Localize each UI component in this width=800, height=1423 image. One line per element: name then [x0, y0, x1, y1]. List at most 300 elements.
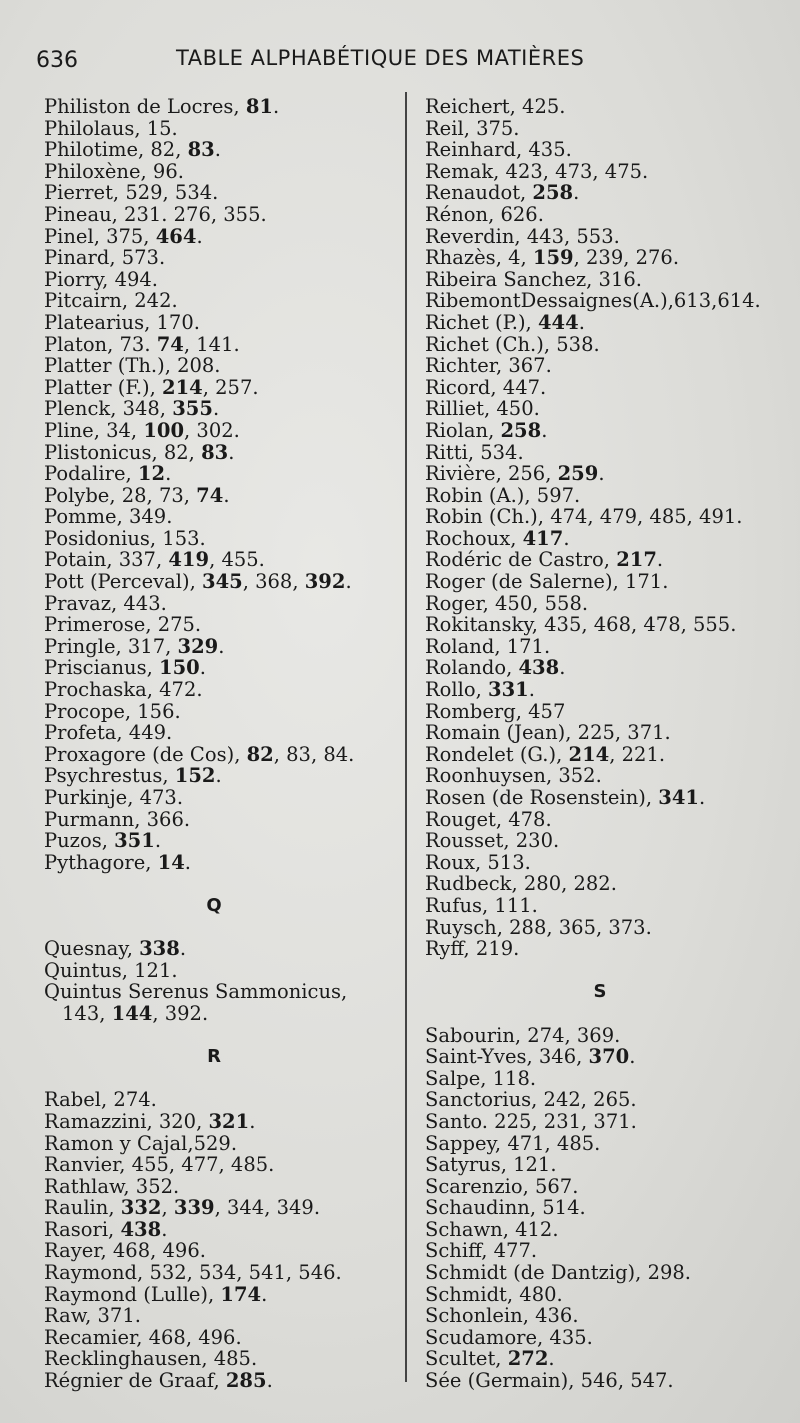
page-ref-bold: 438 [518, 656, 560, 680]
entry-text: Proxagore (de Cos), [44, 742, 247, 766]
page-ref-bold: 258 [500, 418, 542, 442]
entry-text: Pringle, 317, [44, 634, 178, 658]
entry-text: Riolan, [425, 418, 501, 442]
entry-text: Posidonius, 153. [44, 526, 206, 550]
index-entry [44, 981, 394, 1003]
entry-text: Rilliet, 450. [425, 397, 540, 421]
entry-text: Ramon y Cajal,529. [44, 1131, 238, 1155]
entry-text: RibemontDessaignes(A.),613,614. [425, 289, 761, 313]
entry-text: Schmidt, 480. [425, 1282, 563, 1306]
index-entry [44, 118, 394, 140]
entry-text: Saint-Yves, 346, [425, 1045, 589, 1069]
index-entry [425, 161, 795, 183]
page-ref-bold: 74 [156, 332, 184, 356]
entry-text: Purkinje, 473. [44, 786, 184, 809]
index-entry [425, 1197, 795, 1219]
entry-text: , 344, 349. [214, 1196, 321, 1220]
entry-text: Pravaz, 443. [44, 591, 167, 615]
page-ref-bold: 392 [304, 570, 346, 594]
entry-text: . [228, 440, 235, 464]
index-entry [425, 830, 795, 852]
page-ref-bold: 438 [120, 1217, 162, 1241]
entry-text: Schiff, 477. [425, 1239, 538, 1263]
entry-text: Scarenzio, 567. [425, 1174, 579, 1198]
entry-text: . [573, 181, 580, 205]
entry-text: . [261, 1282, 268, 1306]
entry-text: Renaudot, [425, 181, 533, 205]
index-entry [425, 96, 795, 118]
entry-text: Recklinghausen, 485. [44, 1347, 258, 1371]
index-entry [44, 312, 394, 334]
entry-text: Ranvier, 455, 477, 485. [44, 1153, 275, 1177]
index-entry [44, 960, 394, 982]
index-entry [44, 463, 394, 485]
entry-text: Pline, 34, [44, 418, 144, 442]
entry-text: Ricord, 447. [425, 375, 547, 399]
index-entry [44, 852, 394, 874]
entry-text: Podalire, [44, 462, 138, 486]
entry-text: 143, [62, 1001, 112, 1025]
entry-text: Pitcairn, 242. [44, 289, 178, 313]
index-entry [425, 118, 795, 140]
index-entry [44, 485, 394, 507]
entry-text: Platearius, 170. [44, 310, 200, 334]
entry-text: , 83, 84. [273, 742, 355, 766]
index-entry [44, 182, 394, 204]
index-entry [425, 1262, 795, 1284]
entry-text: Rufus, 111. [425, 893, 538, 917]
page-ref-bold: 285 [225, 1369, 267, 1393]
entry-text: . [559, 656, 566, 680]
page-ref-bold: 159 [532, 246, 574, 270]
entry-text: . [223, 483, 230, 507]
entry-text: Rousset, 230. [425, 829, 560, 853]
entry-text: . [541, 418, 548, 442]
index-entry [44, 1154, 394, 1176]
index-entry [44, 657, 394, 679]
entry-text: Purmann, 366. [44, 807, 191, 831]
entry-text: Platter (Th.), 208. [44, 354, 221, 378]
entry-text: . [215, 764, 222, 788]
index-entry [44, 139, 394, 161]
entry-text: Platon, 73. [44, 332, 157, 356]
entry-text: Rayer, 468, 496. [44, 1239, 206, 1263]
entry-text: Raw, 371. [44, 1304, 141, 1328]
entry-text: Reverdin, 443, 553. [425, 224, 620, 248]
entry-text: Psychrestus, [44, 764, 175, 788]
index-entry [425, 312, 795, 334]
entry-text: . [266, 1369, 273, 1393]
entry-text: . [656, 548, 664, 572]
entry-text: Prochaska, 472. [44, 678, 203, 702]
entry-text: Santo. 225, 231, 371. [425, 1109, 637, 1133]
section-letter: Q [206, 894, 222, 916]
entry-text: Philiston de Locres, [44, 95, 246, 118]
entry-text: , 221. [609, 742, 666, 766]
entry-text: Ritti, 534. [425, 440, 524, 464]
column-divider [405, 92, 407, 1382]
page-ref-bold: 419 [168, 548, 210, 572]
entry-text: Rolando, [425, 656, 519, 680]
entry-text: Plistonicus, 82, [44, 440, 202, 464]
entry-text: Schonlein, 436. [425, 1304, 579, 1328]
entry-text: Richet (Ch.), 538. [425, 332, 600, 356]
entry-text: Roger, 450, 558. [425, 591, 589, 615]
section-letter: S [593, 981, 607, 1003]
page-ref-bold: 144 [111, 1001, 153, 1025]
page-ref-bold: 217 [616, 548, 657, 572]
index-entry [425, 182, 795, 204]
page-ref-bold: 214 [568, 742, 610, 766]
entry-text: Satyrus, 121. [425, 1153, 557, 1177]
page-ref-bold: 355 [172, 397, 213, 421]
entry-text: Quintus, 121. [44, 958, 178, 982]
index-entry [425, 1089, 795, 1111]
entry-text: Raymond (Lulle), [44, 1282, 221, 1306]
entry-text: Rénon, 626. [425, 202, 544, 226]
entry-text: Roux, 513. [425, 850, 531, 874]
index-entry [425, 506, 795, 528]
index-entry [44, 1089, 394, 1111]
index-entry [44, 830, 394, 852]
index-entry [44, 636, 394, 658]
index-entry [44, 722, 394, 744]
index-entry [425, 139, 795, 161]
entry-text: Ramazzini, 320, [44, 1109, 209, 1133]
index-entry [425, 1046, 795, 1068]
index-entry [44, 290, 394, 312]
index-entry [425, 1284, 795, 1306]
index-entry [425, 1240, 795, 1262]
section-letter: R [207, 1046, 221, 1068]
index-entry [425, 787, 795, 809]
index-entry [425, 765, 795, 787]
entry-text: . [179, 937, 187, 961]
entry-text: Reichert, 425. [425, 95, 566, 118]
page-ref-bold: 321 [208, 1109, 250, 1133]
index-entry [425, 1176, 795, 1198]
entry-text: . [345, 570, 352, 594]
index-entry [44, 1327, 394, 1349]
index-entry [425, 247, 795, 269]
index-entry [44, 1176, 394, 1198]
index-entry [44, 226, 394, 248]
page-ref-bold: 370 [588, 1045, 630, 1069]
entry-text: Procope, 156. [44, 699, 181, 723]
index-entry [425, 549, 795, 571]
entry-text: , 239, 276. [573, 246, 680, 270]
index-entry [44, 679, 394, 701]
index-entry [425, 290, 795, 312]
index-entry [425, 420, 795, 442]
spacer [44, 873, 394, 895]
index-entry [425, 852, 795, 874]
entry-text: Puzos, [44, 829, 115, 853]
entry-text: Ruysch, 288, 365, 373. [425, 915, 652, 939]
entry-text: Raymond, 532, 534, 541, 546. [44, 1261, 342, 1285]
entry-text: Pomme, 349. [44, 505, 173, 529]
page-ref-bold: 258 [532, 181, 574, 205]
entry-text: Robin (Ch.), 474, 479, 485, 491. [425, 505, 743, 529]
entry-text: . [528, 678, 535, 702]
entry-text: Remak, 423, 473, 475. [425, 159, 649, 183]
index-entry [44, 398, 394, 420]
page-ref-bold: 444 [537, 310, 579, 334]
entry-text: Rabel, 274. [44, 1088, 157, 1112]
entry-text: Pinard, 573. [44, 246, 166, 270]
entry-text: Pott (Perceval), [44, 570, 202, 594]
index-entry [425, 636, 795, 658]
page-ref-bold: 214 [162, 375, 203, 399]
entry-text: . [154, 829, 162, 853]
entry-text: Schawn, 412. [425, 1217, 559, 1241]
left-column [44, 96, 394, 1392]
index-entry [425, 873, 795, 895]
entry-text: Reinhard, 435. [425, 138, 572, 162]
index-entry [425, 528, 795, 550]
entry-text: Raulin, [44, 1196, 121, 1220]
page-number: 636 [36, 48, 78, 73]
page-ref-bold: 152 [174, 764, 216, 788]
entry-text: Philoxène, 96. [44, 159, 184, 183]
entry-text: Reil, 375. [425, 116, 520, 140]
entry-text: Potain, 337, [44, 548, 169, 572]
entry-text: Piorry, 494. [44, 267, 158, 291]
entry-text: Romberg, 457 [425, 699, 566, 723]
index-entry [425, 377, 795, 399]
entry-text: . [563, 526, 570, 550]
index-entry [44, 1348, 394, 1370]
index-entry [425, 1327, 795, 1349]
index-entry [44, 614, 394, 636]
entry-text: Profeta, 449. [44, 721, 173, 745]
entry-text: Rokitansky, 435, 468, 478, 555. [425, 613, 737, 637]
entry-text: , 141. [183, 332, 240, 356]
entry-text: Sanctorius, 242, 265. [425, 1088, 637, 1112]
page-ref-bold: 332 [120, 1196, 162, 1220]
entry-text: , [161, 1196, 174, 1220]
entry-text: . [578, 310, 585, 334]
index-entry [425, 1068, 795, 1090]
index-entry [425, 1133, 795, 1155]
entry-text: Priscianus, [44, 656, 159, 680]
index-entry [44, 938, 394, 960]
index-entry [44, 1197, 394, 1219]
index-entry [44, 787, 394, 809]
spacer [44, 1068, 394, 1090]
entry-text: Rosen (de Rosenstein), [425, 786, 659, 809]
entry-text: Ribeira Sanchez, 316. [425, 267, 642, 291]
entry-text: Régnier de Graaf, [44, 1369, 226, 1393]
index-entry [44, 1219, 394, 1241]
entry-text: Pinel, 375, [44, 224, 156, 248]
entry-text: Philolaus, 15. [44, 116, 178, 140]
entry-text: Richet (P.), [425, 310, 538, 334]
entry-text: Pierret, 529, 534. [44, 181, 219, 205]
page-ref-bold: 12 [137, 462, 166, 486]
entry-text: Rouget, 478. [425, 807, 552, 831]
entry-text: Rivière, 256, [425, 462, 558, 486]
entry-text: Rondelet (G.), [425, 742, 569, 766]
entry-text: Rasori, [44, 1217, 121, 1241]
entry-text: . [196, 224, 203, 248]
index-entry [425, 463, 795, 485]
entry-text: Scudamore, 435. [425, 1325, 593, 1349]
index-entry [44, 506, 394, 528]
index-entry [44, 1133, 394, 1155]
page-ref-bold: 351 [114, 829, 155, 853]
page-ref-bold: 329 [177, 634, 219, 658]
entry-text: Schaudinn, 514. [425, 1196, 586, 1220]
index-entry [44, 809, 394, 831]
spacer [425, 1003, 795, 1025]
page-ref-bold: 82 [246, 742, 274, 766]
index-entry [425, 1348, 795, 1370]
spacer [44, 917, 394, 939]
page-ref-bold: 272 [507, 1347, 549, 1371]
entry-text: . [272, 95, 280, 118]
entry-text: . [184, 850, 191, 874]
index-entry [44, 571, 394, 593]
entry-text: Rochoux, [425, 526, 523, 550]
index-entry [425, 744, 795, 766]
entry-text: Robin (A.), 597. [425, 483, 581, 507]
entry-text: Pineau, 231. 276, 355. [44, 202, 267, 226]
entry-text: Sée (Germain), 546, 547. [425, 1369, 674, 1393]
entry-text: Rhazès, 4, [425, 246, 533, 270]
entry-text: Sappey, 471, 485. [425, 1131, 601, 1155]
index-entry [44, 593, 394, 615]
page-ref-bold: 74 [196, 483, 224, 507]
page-ref-bold: 83 [187, 138, 215, 162]
entry-text: . [214, 138, 221, 162]
page-ref-bold: 100 [143, 418, 185, 442]
index-entry [425, 1370, 795, 1392]
index-entry [425, 1219, 795, 1241]
page-header [36, 40, 656, 80]
entry-text: Pythagore, [44, 850, 158, 874]
index-entry [44, 420, 394, 442]
index-entry [425, 679, 795, 701]
entry-text: Rollo, [425, 678, 489, 702]
index-entry [44, 549, 394, 571]
entry-text: . [699, 786, 706, 809]
index-entry [44, 528, 394, 550]
entry-text: Roonhuysen, 352. [425, 764, 602, 788]
index-entry [44, 701, 394, 723]
index-entry [44, 247, 394, 269]
entry-text: Scultet, [425, 1347, 508, 1371]
entry-text: Philotime, 82, [44, 138, 188, 162]
index-entry [425, 917, 795, 939]
entry-text: Primerose, 275. [44, 613, 202, 637]
spacer [44, 1025, 394, 1047]
running-title: TABLE ALPHABÉTIQUE DES MATIÈRES [176, 46, 585, 70]
entry-text: , 302. [184, 418, 240, 442]
index-entry [44, 1370, 394, 1392]
page-ref-bold: 14 [157, 850, 185, 874]
page-ref-bold: 341 [658, 786, 699, 809]
index-entry [44, 377, 394, 399]
entry-text: Sabourin, 274, 369. [425, 1023, 621, 1047]
index-entry [425, 809, 795, 831]
index-entry [425, 593, 795, 615]
entry-text: Quintus Serenus Sammonicus, [44, 980, 348, 1004]
page-ref-bold: 345 [202, 570, 243, 594]
entry-text: Quesnay, [44, 937, 140, 961]
page-ref-bold: 417 [522, 526, 564, 550]
index-entry [44, 744, 394, 766]
index-entry [425, 204, 795, 226]
index-entry [44, 355, 394, 377]
index-entry [44, 1240, 394, 1262]
entry-text: Romain (Jean), 225, 371. [425, 721, 671, 745]
index-entry [44, 1284, 394, 1306]
index-entry [44, 1262, 394, 1284]
entry-text: , 392. [152, 1001, 209, 1025]
index-entry [425, 334, 795, 356]
entry-text: Recamier, 468, 496. [44, 1325, 242, 1349]
index-entry [44, 96, 394, 118]
index-entry [425, 442, 795, 464]
page-ref-bold: 150 [159, 656, 200, 680]
entry-text: Plenck, 348, [44, 397, 173, 421]
page-ref-bold: 338 [139, 937, 180, 961]
entry-text: Roger (de Salerne), 171. [425, 570, 669, 594]
right-column [425, 96, 795, 1392]
spacer [425, 960, 795, 982]
page-ref-bold: 81 [245, 95, 273, 118]
index-entry [425, 269, 795, 291]
index-entry [425, 398, 795, 420]
index-entry [425, 485, 795, 507]
index-entry [44, 1111, 394, 1133]
entry-text: . [249, 1109, 256, 1133]
entry-text: . [199, 656, 206, 680]
page-ref-bold: 331 [488, 678, 529, 702]
index-entry [425, 895, 795, 917]
entry-text: Rodéric de Castro, [425, 548, 617, 572]
index-entry [44, 1305, 394, 1327]
entry-text: . [598, 462, 605, 486]
index-entry [425, 355, 795, 377]
index-entry [425, 722, 795, 744]
index-entry [425, 1111, 795, 1133]
page-ref-bold: 464 [155, 224, 197, 248]
index-entry [425, 1025, 795, 1047]
entry-text: Polybe, 28, 73, [44, 483, 197, 507]
entry-text: . [212, 397, 220, 421]
index-entry [44, 765, 394, 787]
entry-text: , 368, [242, 570, 305, 594]
index-entry [44, 334, 394, 356]
entry-text: . [629, 1045, 636, 1069]
entry-text: , 455. [209, 548, 265, 572]
page-ref-bold: 259 [557, 462, 599, 486]
entry-text: Platter (F.), [44, 375, 163, 399]
entry-text: Salpe, 118. [425, 1066, 537, 1090]
entry-text: . [548, 1347, 555, 1371]
entry-text: Richter, 367. [425, 354, 552, 378]
entry-text: Schmidt (de Dantzig), 298. [425, 1261, 691, 1285]
entry-text: Rudbeck, 280, 282. [425, 872, 617, 896]
page-ref-bold: 83 [201, 440, 229, 464]
entry-text: , 257. [202, 375, 259, 399]
entry-text: . [161, 1217, 168, 1241]
entry-text: . [165, 462, 172, 486]
page-ref-bold: 174 [220, 1282, 262, 1306]
index-entry [425, 938, 795, 960]
